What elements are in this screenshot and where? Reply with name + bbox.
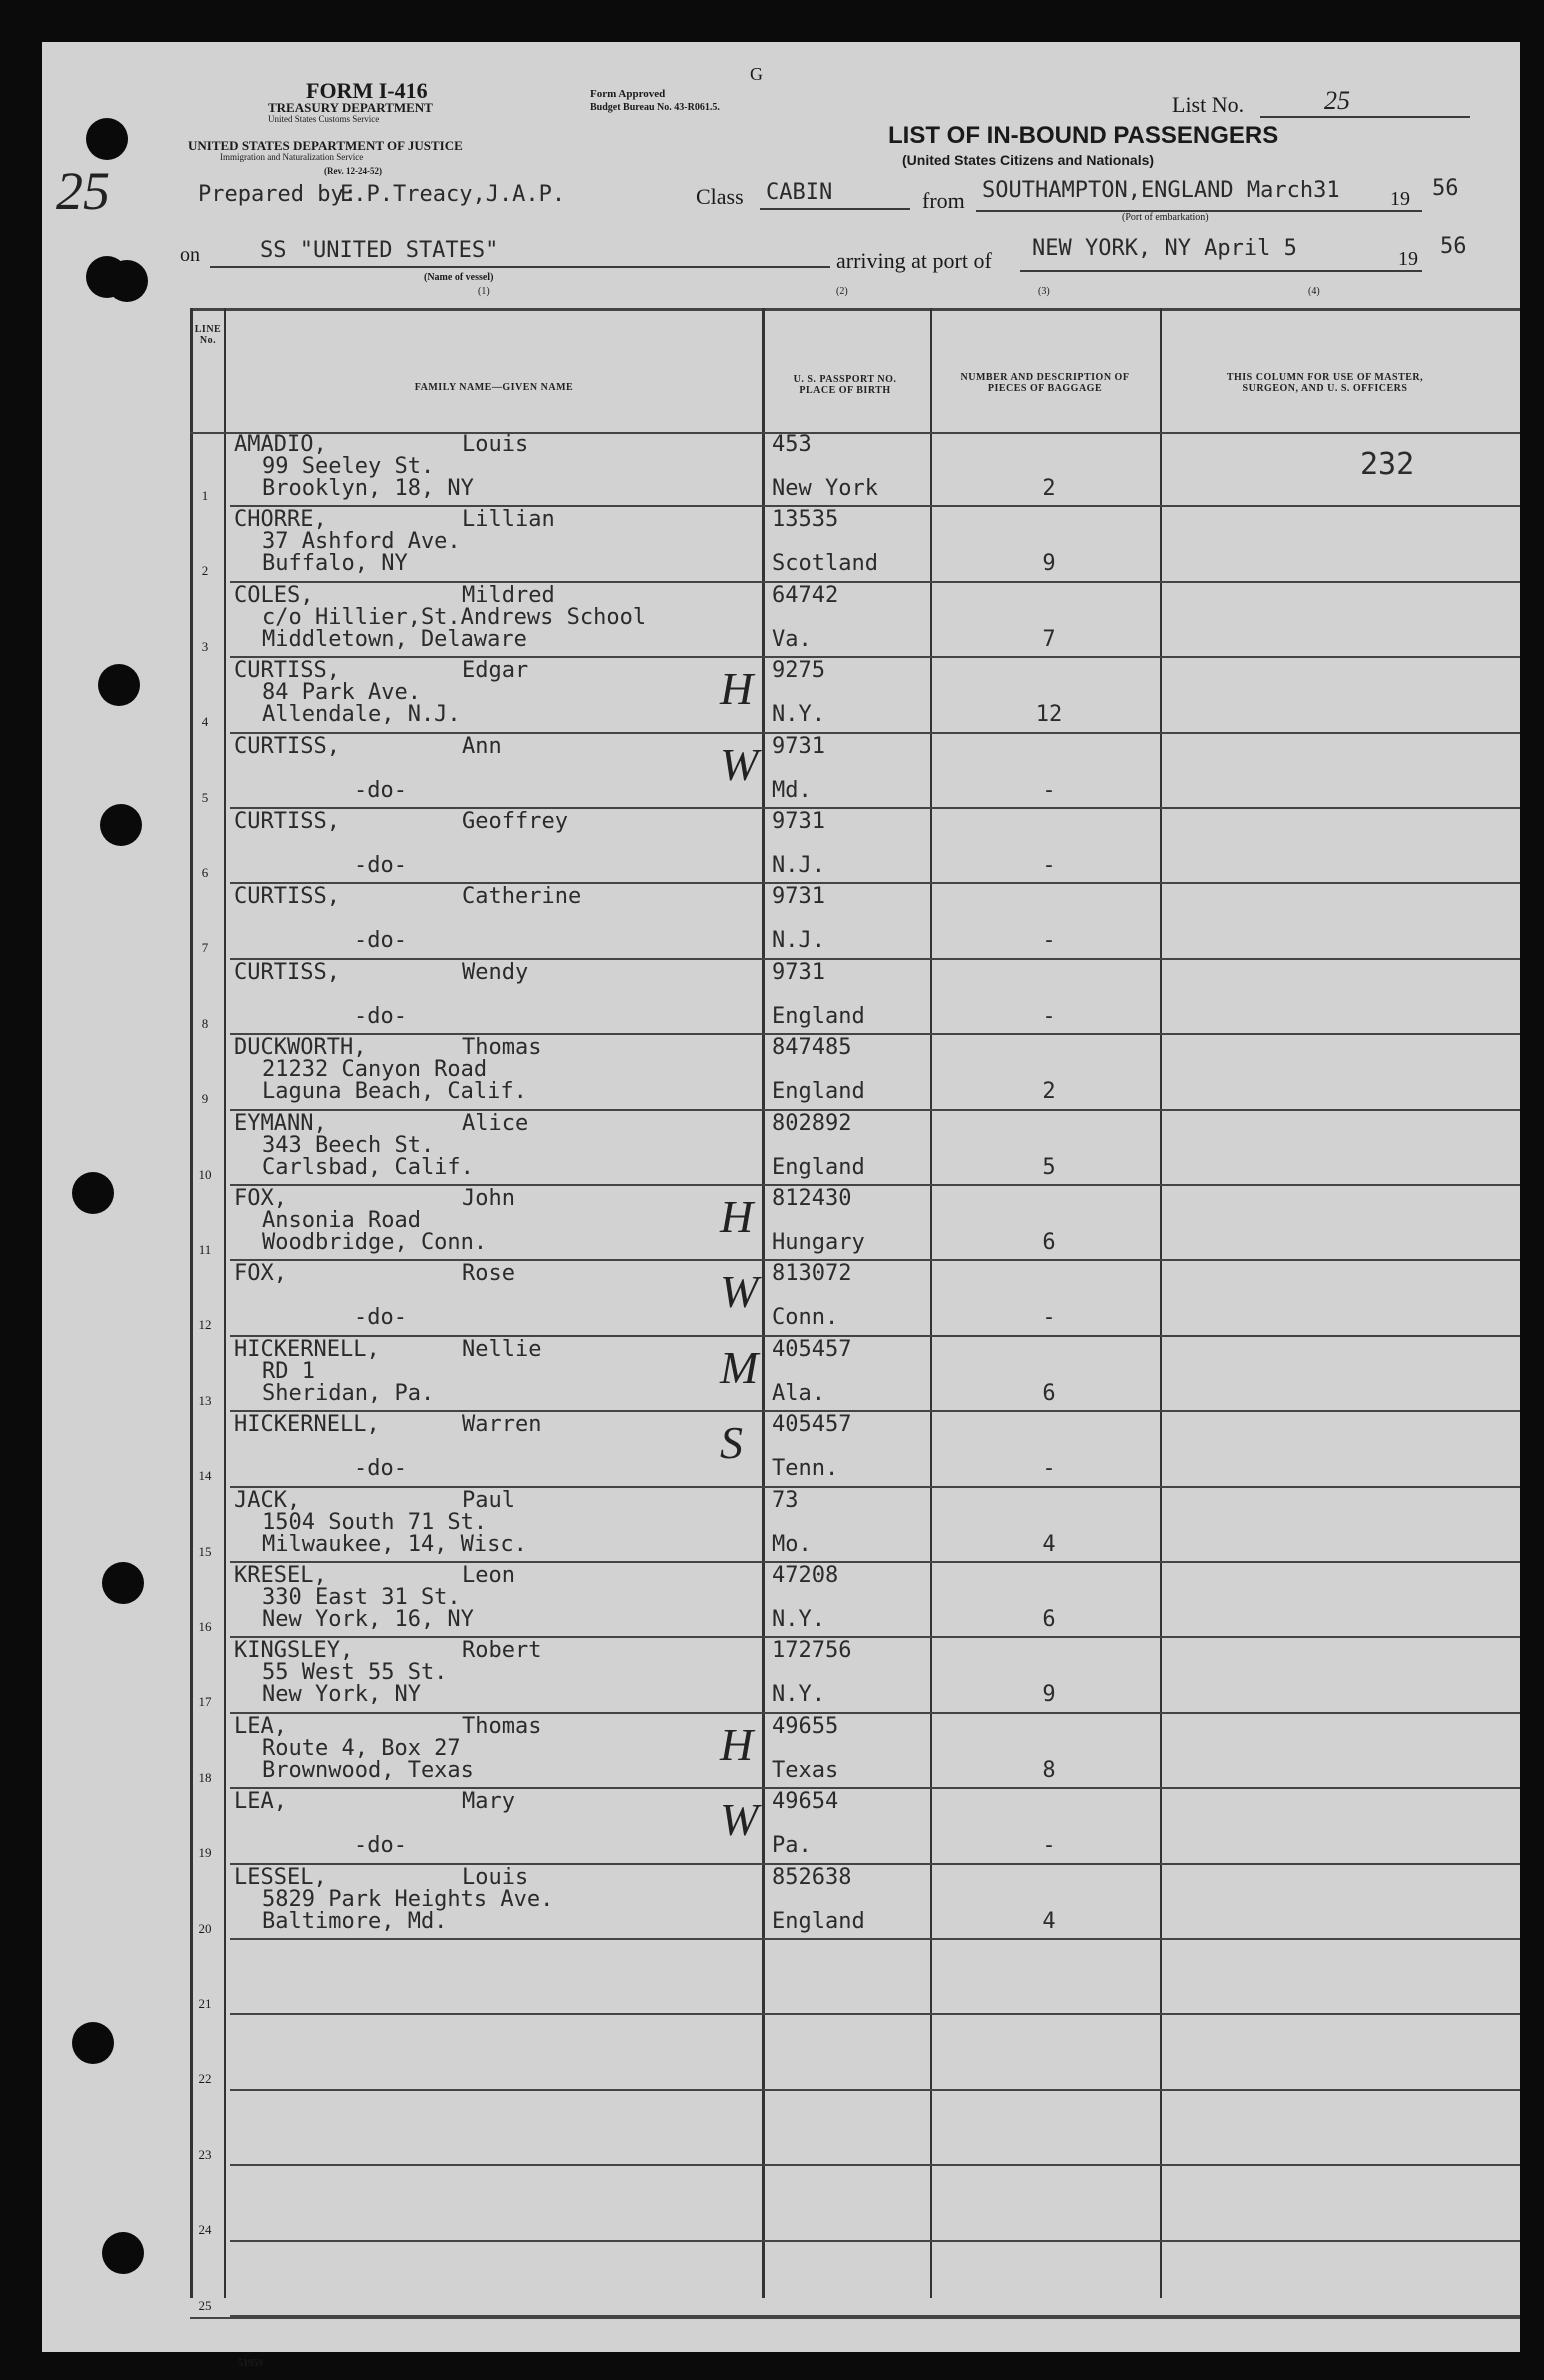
arrival-value: NEW YORK, NY April 5 [1032,236,1297,261]
arriving-label: arriving at port of [836,248,992,273]
manifest-page [42,42,1520,2369]
given-name: Louis [462,432,529,457]
passport-number: 802892 [772,1110,852,1136]
baggage-count: 12 [1035,702,1063,728]
justice-dept: UNITED STATES DEPARTMENT OF JUSTICE [188,138,463,153]
passport-number: 812430 [772,1186,852,1211]
place-of-birth: N.J. [772,853,825,878]
given-name: Warren [462,1412,542,1438]
family-name: CURTISS, [234,733,340,759]
line-number: 12 [198,1317,212,1333]
family-name: FOX, [234,1261,287,1287]
baggage-count: 7 [1042,626,1056,652]
line-number: 15 [198,1543,212,1559]
col3-number: (3) [1038,286,1050,297]
passport-number: 9731 [772,884,825,910]
address-line-1: Route 4, Box 27 [262,1735,461,1761]
form-title: LIST OF IN-BOUND PASSENGERS [888,122,1279,149]
address-line-1: 37 Ashford Ave. [262,529,461,555]
class-label: Class [696,184,744,209]
address-line-2: -do- [354,928,407,954]
address-line-1: 84 Park Ave. [262,680,421,706]
handwritten-mark: H [720,1718,754,1770]
family-name: KINGSLEY, [234,1638,354,1664]
table-row [190,1337,1520,1413]
family-name: CURTISS, [234,959,340,985]
family-name: LESSEL, [234,1864,327,1890]
table-row [190,1261,1520,1337]
address-line-1: Ansonia Road [262,1208,421,1233]
line-number: 3 [201,638,209,654]
given-name: Paul [462,1487,515,1513]
place-of-birth: New York [772,476,878,501]
arrival-underline [1020,270,1422,272]
place-of-birth: Conn. [772,1305,839,1331]
treasury-dept: TREASURY DEPARTMENT [268,100,433,115]
address-line-1: 55 West 55 St. [262,1660,448,1686]
line-number: 1 [201,488,209,503]
address-line-1: 1504 South 71 St. [262,1509,488,1535]
prepared-by-value: E.P.Treacy,J.A.P. [340,182,566,207]
form-subtitle: (United States Citizens and Nationals) [902,152,1155,168]
place-of-birth: England [772,1154,865,1180]
place-of-birth: N.Y. [772,1682,825,1708]
line-number: 4 [201,714,209,730]
given-name: Louis [462,1864,529,1890]
punch-hole [86,118,128,160]
table-row [190,1186,1520,1262]
address-line-1: 5829 Park Heights Ave. [262,1886,554,1912]
baggage-count: 2 [1042,1079,1056,1105]
table-row [190,1865,1520,1941]
officer-note: 232 [1360,447,1415,482]
line-number: 5 [201,789,209,805]
customs-service: United States Customs Service [268,114,380,124]
punch-hole [72,2022,114,2064]
class-value: CABIN [766,180,833,205]
table-row [190,1789,1520,1865]
table-row [190,583,1520,659]
address-line-2: -do- [354,1305,407,1331]
address-line-2: -do- [354,1833,407,1859]
baggage-count: 9 [1042,551,1056,577]
passport-number: 172756 [772,1638,852,1664]
table-row [190,960,1520,1036]
place-of-birth: Hungary [772,1230,865,1255]
list-no-label: List No. [1172,92,1245,117]
family-name: LEA, [234,1713,287,1739]
line-no-header: LINE No. [194,324,222,346]
given-name: Ann [462,733,502,759]
given-name: Catherine [462,884,582,910]
passport-number: 9731 [772,959,825,985]
passport-number: 49654 [772,1789,839,1815]
form-approved: Form Approved [590,88,666,100]
table-row [190,884,1520,960]
given-name: Lillian [462,507,555,533]
given-name: Nellie [462,1336,542,1362]
revision-date: (Rev. 12-24-52) [324,166,382,176]
col2-number: (2) [836,286,848,297]
baggage-count: 2 [1042,476,1056,501]
punch-hole [100,804,142,846]
address-line-2: -do- [354,1456,407,1482]
family-name: EYMANN, [234,1110,327,1136]
given-name: Mary [462,1789,515,1815]
passport-number: 405457 [772,1412,852,1438]
table-row [190,658,1520,734]
place-of-birth: Ala. [772,1380,825,1406]
given-name: Robert [462,1638,542,1664]
passport-number: 453 [772,432,812,457]
mark-g: G [750,64,763,84]
family-name: HICKERNELL, [234,1336,380,1362]
baggage-count: - [1042,1305,1056,1331]
given-name: John [462,1186,515,1211]
passport-number: 47208 [772,1563,839,1588]
table-row [190,1940,1520,2016]
place-of-birth: Scotland [772,551,878,577]
from-year: 56 [1432,176,1459,201]
vessel-underline [210,266,830,268]
address-line-2: Brownwood, Texas [262,1757,474,1783]
given-name: Thomas [462,1035,542,1061]
given-name: Edgar [462,658,529,684]
from-year-prefix: 19 [1390,188,1410,210]
line-number: 20 [198,1920,212,1936]
family-name: CURTISS, [234,809,340,834]
arrival-year-prefix: 19 [1398,248,1418,270]
punch-hole [102,1562,144,1604]
list-no-value: 25 [1324,86,1350,115]
handwritten-mark: W [720,1794,759,1846]
place-of-birth: England [772,1908,865,1934]
line-number: 22 [198,2071,212,2087]
given-name: Leon [462,1563,515,1588]
arrival-year: 56 [1440,234,1467,259]
address-line-1: 330 East 31 St. [262,1585,461,1610]
baggage-count: 9 [1042,1682,1056,1708]
table-row [190,432,1520,508]
from-label: from [922,188,965,213]
ins-service: Immigration and Naturalization Service [220,152,364,162]
footer-code: 51959 [238,2358,263,2369]
place-of-birth: Md. [772,777,812,803]
address-line-2: -do- [354,853,407,878]
address-line-2: Buffalo, NY [262,551,408,577]
line-number: 23 [198,2146,212,2162]
place-of-birth: Mo. [772,1531,812,1557]
table-row [190,1111,1520,1187]
budget-bureau: Budget Bureau No. 43-R061.5. [590,102,720,113]
baggage-count: - [1042,928,1056,954]
baggage-count: 4 [1042,1908,1056,1934]
address-line-2: -do- [354,777,407,803]
family-name: FOX, [234,1186,287,1211]
address-line-1: RD 1 [262,1358,315,1384]
table-row [190,507,1520,583]
address-line-1: 21232 Canyon Road [262,1057,488,1083]
handwritten-mark: H [720,663,754,715]
address-line-2: New York, 16, NY [262,1607,474,1632]
table-row [190,1488,1520,1564]
address-line-2: Carlsbad, Calif. [262,1154,474,1180]
name-header: FAMILY NAME—GIVEN NAME [414,382,574,393]
place-of-birth: Tenn. [772,1456,839,1482]
baggage-count: - [1042,1833,1056,1859]
line-number: 24 [198,2222,212,2238]
passport-number: 49655 [772,1713,839,1739]
family-name: CHORRE, [234,507,327,533]
given-name: Thomas [462,1713,542,1739]
punch-hole [102,2232,144,2274]
line-number: 13 [198,1392,212,1408]
family-name: AMADIO, [234,432,327,457]
family-name: KRESEL, [234,1563,327,1588]
baggage-count: 6 [1042,1380,1056,1406]
family-name: DUCKWORTH, [234,1035,367,1061]
table-row [190,1638,1520,1714]
handwritten-mark: H [720,1191,754,1242]
family-name: CURTISS, [234,658,340,684]
address-line-2: Woodbridge, Conn. [262,1230,488,1255]
passport-number: 73 [772,1487,799,1513]
table-row [190,734,1520,810]
from-value: SOUTHAMPTON,ENGLAND March31 [982,178,1340,203]
line-number: 8 [201,1015,209,1031]
passport-number: 9275 [772,658,825,684]
address-line-2: Middletown, Delaware [262,626,527,652]
place-of-birth: Pa. [772,1833,812,1859]
class-underline [760,208,910,210]
address-line-2: Allendale, N.J. [262,702,461,728]
address-line-2: Brooklyn, 18, NY [262,476,474,501]
officers-header: THIS COLUMN FOR USE OF MASTER, SURGEON, AND U. S. OFFICERS [1226,372,1424,394]
baggage-count: - [1042,1003,1056,1029]
line-number: 25 [198,2297,212,2313]
baggage-count: - [1042,777,1056,803]
family-name: LEA, [234,1789,287,1815]
address-line-1: c/o Hillier,St.Andrews School [262,604,647,630]
passport-number: 9731 [772,809,825,834]
table-row [190,2015,1520,2091]
punch-hole [98,664,140,706]
address-line-1: 343 Beech St. [262,1132,435,1158]
margin-handwriting: 25 [56,161,110,221]
line-number: 16 [198,1619,212,1634]
baggage-count: - [1042,1456,1056,1482]
place-of-birth: N.J. [772,928,825,954]
address-line-2: -do- [354,1003,407,1029]
line-number: 9 [201,1091,209,1107]
table-row [190,1563,1520,1639]
place-of-birth: England [772,1003,865,1029]
passport-number: 13535 [772,507,839,533]
baggage-count: 6 [1042,1230,1056,1255]
place-of-birth: N.Y. [772,702,825,728]
header-divider [190,432,1520,434]
col4-number: (4) [1308,286,1320,297]
punch-hole [106,260,148,302]
table-row [190,1035,1520,1111]
passport-number: 405457 [772,1336,852,1362]
passport-number: 847485 [772,1035,852,1061]
prepared-by-label: Prepared by: [198,182,357,207]
line-number: 10 [198,1166,212,1182]
table-row [190,2091,1520,2167]
family-name: HICKERNELL, [234,1412,380,1438]
port-embark-label: (Port of embarkation) [1122,212,1209,223]
baggage-count: 8 [1042,1757,1056,1783]
form-number: FORM I-416 [306,78,428,103]
line-number: 18 [198,1769,212,1785]
table-row [190,1412,1520,1488]
baggage-count: 4 [1042,1531,1056,1557]
place-of-birth: N.Y. [772,1607,825,1632]
vessel-value: SS "UNITED STATES" [260,238,499,263]
vessel-label: (Name of vessel) [424,272,494,283]
address-line-2: Milwaukee, 14, Wisc. [262,1531,527,1557]
line-number: 2 [201,563,209,579]
handwritten-mark: S [720,1417,743,1469]
line-number: 7 [201,940,209,956]
punch-hole [72,1172,114,1214]
given-name: Mildred [462,582,555,608]
address-line-2: Baltimore, Md. [262,1908,448,1934]
table-row [190,1714,1520,1790]
line-number: 6 [201,865,209,880]
passport-number: 9731 [772,733,825,759]
list-no-underline [1260,116,1470,118]
address-line-1: 99 Seeley St. [262,454,435,479]
given-name: Wendy [462,959,529,985]
col1-number: (1) [478,286,490,297]
table-bottom-border [190,2317,1520,2319]
baggage-count: 6 [1042,1607,1056,1632]
address-line-2: Sheridan, Pa. [262,1380,435,1406]
family-name: JACK, [234,1487,301,1513]
handwritten-mark: W [720,738,759,790]
address-line-2: New York, NY [262,1682,421,1708]
place-of-birth: Texas [772,1757,839,1783]
given-name: Rose [462,1261,515,1287]
table-row [190,2242,1520,2318]
given-name: Geoffrey [462,809,568,834]
baggage-count: 5 [1042,1154,1056,1180]
line-number: 17 [198,1694,212,1710]
place-of-birth: Va. [772,626,812,652]
line-number: 14 [198,1468,212,1484]
handwritten-mark: M [720,1341,759,1393]
family-name: CURTISS, [234,884,340,910]
address-line-2: Laguna Beach, Calif. [262,1079,527,1105]
passport-number: 813072 [772,1261,852,1287]
on-label: on [180,244,200,266]
line-number: 11 [198,1242,212,1257]
family-name: COLES, [234,582,314,608]
passport-header: U. S. PASSPORT NO. PLACE OF BIRTH [793,374,897,396]
table-top-border [190,308,1520,311]
given-name: Alice [462,1110,529,1136]
passport-number: 852638 [772,1864,852,1890]
line-number: 19 [198,1845,212,1861]
table-row [190,809,1520,885]
line-number: 21 [198,1996,212,2011]
passenger-table [190,308,1520,2313]
place-of-birth: England [772,1079,865,1105]
baggage-header: NUMBER AND DESCRIPTION OF PIECES OF BAGGAGE [960,372,1130,394]
handwritten-mark: W [720,1266,759,1318]
table-row [190,2166,1520,2242]
baggage-count: - [1042,853,1056,878]
passport-number: 64742 [772,582,839,608]
